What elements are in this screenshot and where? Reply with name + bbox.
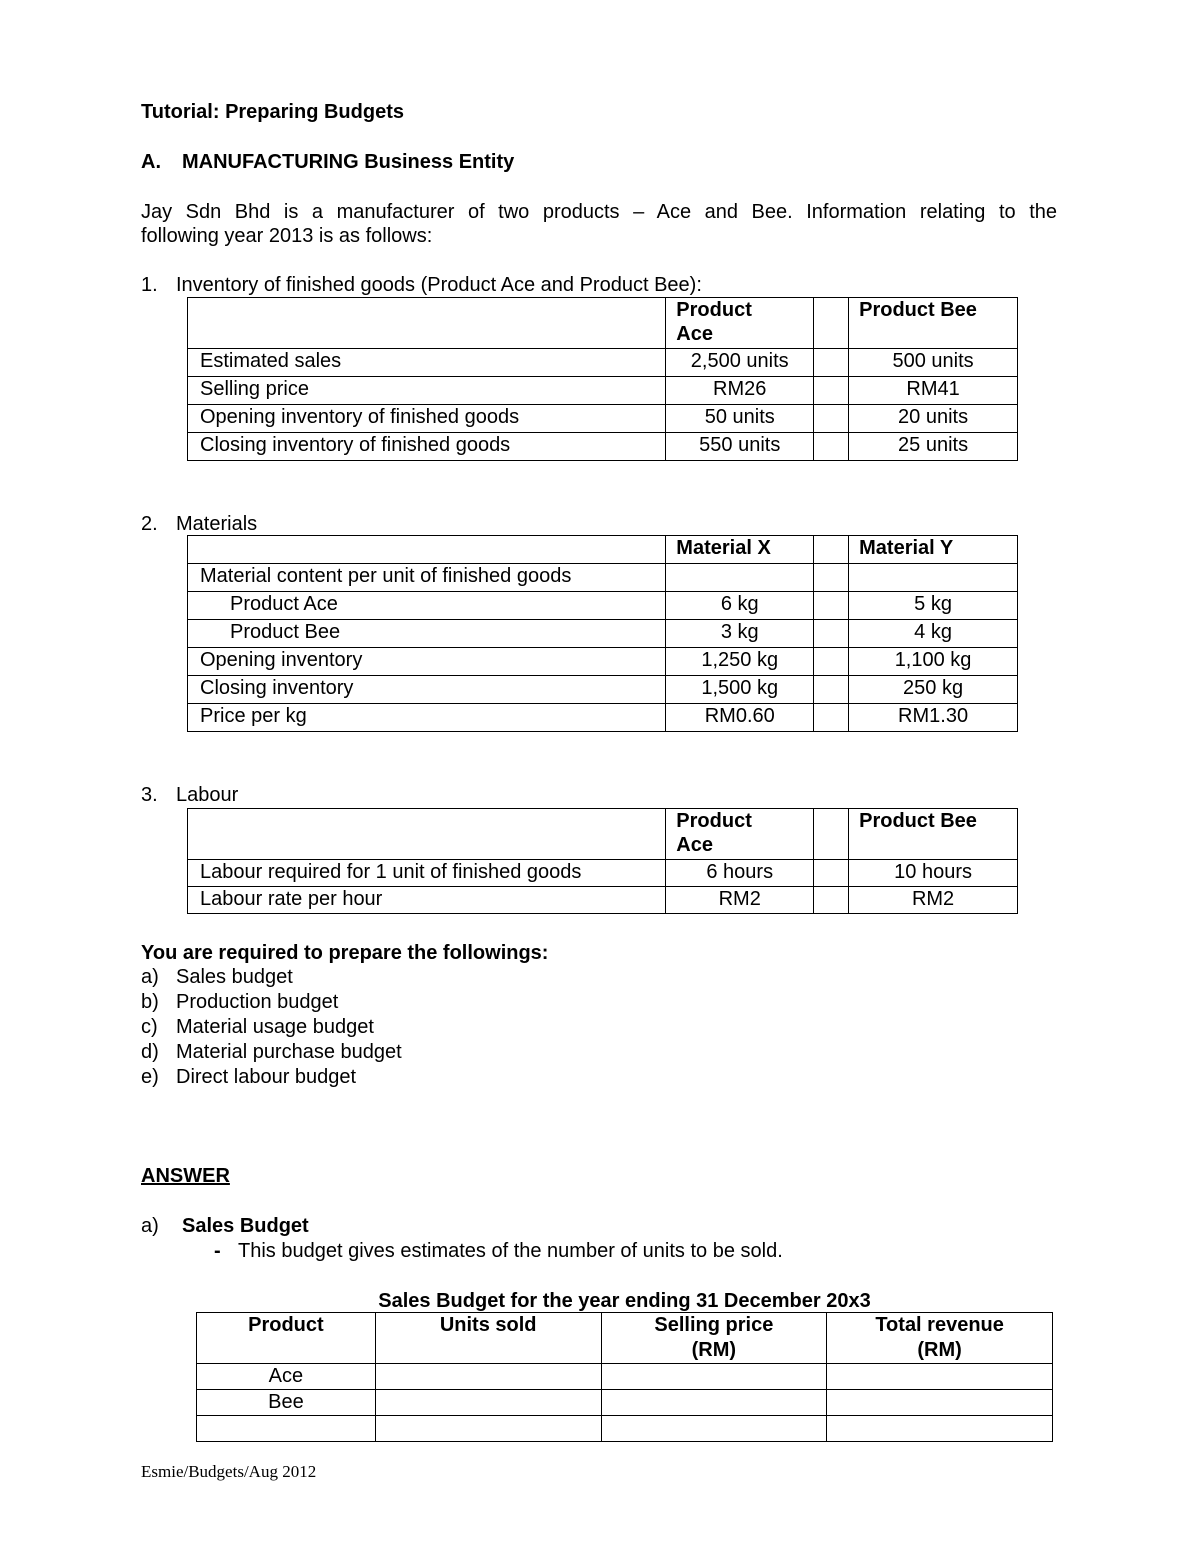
table-row bbox=[188, 860, 1018, 887]
material-y-value: 5 kg bbox=[849, 592, 1018, 620]
bee-value: RM2 bbox=[849, 887, 1018, 914]
labour-table bbox=[187, 808, 1018, 914]
sales-header-product: Product bbox=[197, 1313, 376, 1364]
inventory-header-blank bbox=[188, 298, 666, 349]
answer-a-bullet: - bbox=[214, 1240, 221, 1262]
required-item: Material purchase budget bbox=[176, 1041, 402, 1063]
labour-header-ace: Product Ace bbox=[666, 809, 814, 860]
table-row bbox=[188, 377, 1018, 405]
material-y-value: 1,100 kg bbox=[849, 648, 1018, 676]
table-row bbox=[188, 592, 1018, 620]
table-row bbox=[197, 1364, 1053, 1390]
table-row bbox=[197, 1416, 1053, 1442]
table-row bbox=[188, 564, 1018, 592]
material-y-value bbox=[849, 564, 1018, 592]
inventory-header-bee: Product Bee bbox=[849, 298, 1018, 349]
intro-line-2: following year 2013 is as follows: bbox=[141, 225, 433, 247]
required-letter: a) bbox=[141, 966, 159, 988]
table-row bbox=[188, 648, 1018, 676]
row-label: Opening inventory of finished goods bbox=[188, 405, 666, 433]
sales-price-cell bbox=[601, 1390, 827, 1416]
sales-units-cell bbox=[375, 1390, 601, 1416]
sales-header-units: Units sold bbox=[375, 1313, 601, 1364]
ace-value: 2,500 units bbox=[666, 349, 814, 377]
row-label: Price per kg bbox=[188, 704, 666, 732]
required-item: Direct labour budget bbox=[176, 1066, 357, 1088]
page-title: Tutorial: Preparing Budgets bbox=[141, 101, 404, 123]
sales-budget-table bbox=[196, 1312, 1053, 1442]
required-letter: d) bbox=[141, 1041, 159, 1063]
page-footer: Esmie/Budgets/Aug 2012 bbox=[141, 1462, 317, 1481]
answer-heading: ANSWER bbox=[141, 1165, 230, 1187]
bee-value: 10 hours bbox=[849, 860, 1018, 887]
item-1-title: Inventory of finished goods (Product Ace and Product Bee): bbox=[176, 274, 702, 296]
labour-spacer bbox=[814, 809, 849, 860]
bee-value: 500 units bbox=[849, 349, 1018, 377]
sales-price-cell bbox=[601, 1416, 827, 1442]
section-a-label: A. bbox=[141, 151, 161, 173]
row-label: Labour required for 1 unit of finished goods bbox=[188, 860, 666, 887]
required-letter: b) bbox=[141, 991, 159, 1013]
ace-value: 550 units bbox=[666, 433, 814, 461]
answer-a-title: Sales Budget bbox=[182, 1215, 309, 1237]
required-title: You are required to prepare the followings: bbox=[141, 942, 549, 964]
answer-a-description: This budget gives estimates of the number of units to be sold. bbox=[238, 1240, 783, 1262]
table-row bbox=[188, 349, 1018, 377]
sales-product: Ace bbox=[197, 1364, 376, 1390]
ace-value: RM26 bbox=[666, 377, 814, 405]
bee-value: 25 units bbox=[849, 433, 1018, 461]
sales-budget-title: Sales Budget for the year ending 31 December 20x3 bbox=[378, 1290, 871, 1312]
row-label: Closing inventory of finished goods bbox=[188, 433, 666, 461]
row-label: Material content per unit of finished goods bbox=[188, 564, 666, 592]
labour-header-blank bbox=[188, 809, 666, 860]
materials-header-y: Material Y bbox=[849, 536, 1018, 564]
answer-a-letter: a) bbox=[141, 1215, 159, 1237]
material-x-value: 1,250 kg bbox=[666, 648, 814, 676]
materials-header-x: Material X bbox=[666, 536, 814, 564]
material-y-value: 4 kg bbox=[849, 620, 1018, 648]
materials-table bbox=[187, 535, 1018, 732]
materials-spacer bbox=[814, 536, 849, 564]
material-x-value: 1,500 kg bbox=[666, 676, 814, 704]
table-row bbox=[188, 433, 1018, 461]
material-y-value: RM1.30 bbox=[849, 704, 1018, 732]
item-1-number: 1. bbox=[141, 274, 158, 296]
table-row bbox=[188, 405, 1018, 433]
table-row bbox=[197, 1390, 1053, 1416]
ace-value: RM2 bbox=[666, 887, 814, 914]
sales-units-cell bbox=[375, 1416, 601, 1442]
required-item: Material usage budget bbox=[176, 1016, 374, 1038]
labour-header-bee: Product Bee bbox=[849, 809, 1018, 860]
row-label: Product Bee bbox=[188, 620, 666, 648]
sales-product bbox=[197, 1416, 376, 1442]
inventory-spacer bbox=[814, 298, 849, 349]
materials-header-blank bbox=[188, 536, 666, 564]
item-3-title: Labour bbox=[176, 784, 239, 806]
bee-value: RM41 bbox=[849, 377, 1018, 405]
row-label: Estimated sales bbox=[188, 349, 666, 377]
table-row bbox=[188, 704, 1018, 732]
required-item: Production budget bbox=[176, 991, 339, 1013]
ace-value: 6 hours bbox=[666, 860, 814, 887]
sales-product: Bee bbox=[197, 1390, 376, 1416]
item-3-number: 3. bbox=[141, 784, 158, 806]
required-item: Sales budget bbox=[176, 966, 293, 988]
material-x-value: RM0.60 bbox=[666, 704, 814, 732]
sales-revenue-cell bbox=[827, 1364, 1053, 1390]
table-row bbox=[188, 887, 1018, 914]
inventory-table bbox=[187, 297, 1018, 461]
table-row bbox=[188, 620, 1018, 648]
sales-units-cell bbox=[375, 1364, 601, 1390]
material-x-value bbox=[666, 564, 814, 592]
row-label: Selling price bbox=[188, 377, 666, 405]
required-letter: e) bbox=[141, 1066, 159, 1088]
material-x-value: 6 kg bbox=[666, 592, 814, 620]
bee-value: 20 units bbox=[849, 405, 1018, 433]
row-label: Opening inventory bbox=[188, 648, 666, 676]
row-label: Product Ace bbox=[188, 592, 666, 620]
material-y-value: 250 kg bbox=[849, 676, 1018, 704]
sales-revenue-cell bbox=[827, 1416, 1053, 1442]
sales-header-revenue: Total revenue (RM) bbox=[827, 1313, 1053, 1364]
item-2-title: Materials bbox=[176, 513, 258, 535]
section-a-title: MANUFACTURING Business Entity bbox=[182, 151, 515, 173]
sales-revenue-cell bbox=[827, 1390, 1053, 1416]
sales-price-cell bbox=[601, 1364, 827, 1390]
row-label: Labour rate per hour bbox=[188, 887, 666, 914]
row-label: Closing inventory bbox=[188, 676, 666, 704]
sales-header-price: Selling price (RM) bbox=[601, 1313, 827, 1364]
material-x-value: 3 kg bbox=[666, 620, 814, 648]
required-letter: c) bbox=[141, 1016, 158, 1038]
table-row bbox=[188, 676, 1018, 704]
intro-line-1: Jay Sdn Bhd is a manufacturer of two products – Ace and Bee. Information relating to the bbox=[141, 201, 1057, 223]
inventory-header-ace: Product Ace bbox=[666, 298, 814, 349]
ace-value: 50 units bbox=[666, 405, 814, 433]
item-2-number: 2. bbox=[141, 513, 158, 535]
